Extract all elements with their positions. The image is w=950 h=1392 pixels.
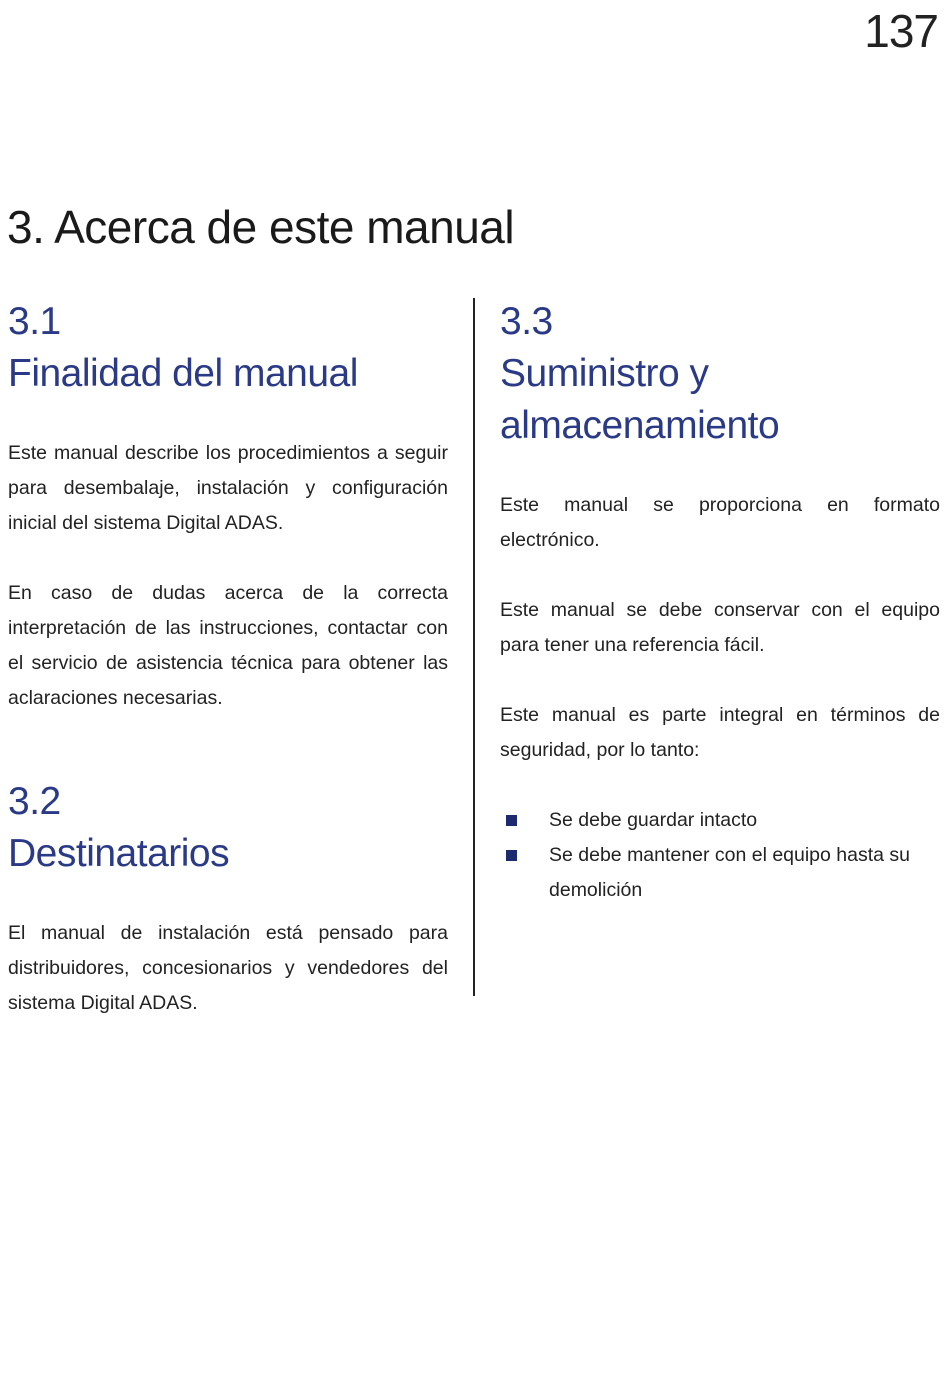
section-heading: [8, 776, 448, 880]
section-title-line-1: Suministro y: [500, 352, 709, 395]
paragraph: En caso de dudas acerca de la correcta interpretación de las instrucciones, contactar con el servicio de asistencia técnica para obtener las aclaraciones necesarias.: [8, 582, 448, 709]
list-item: [500, 838, 940, 908]
section-3-2: [8, 776, 448, 1021]
square-bullet-icon: [506, 850, 517, 861]
paragraph: El manual de instalación está pensado para distribuidores, concesionarios y vendedores del sistema Digital ADAS.: [8, 922, 448, 1014]
paragraph: Este manual describe los procedimientos a seguir para desembalaje, instalación y configuración inicial del sistema Digital ADAS.: [8, 442, 448, 534]
paragraph: Este manual se proporciona en formato electrónico.: [500, 494, 940, 551]
bullet-list: [500, 803, 940, 908]
right-column: [500, 296, 940, 908]
column-divider: [473, 298, 475, 996]
section-heading: [8, 296, 448, 400]
section-heading: [500, 296, 940, 452]
section-title-line-2: almacenamiento: [500, 404, 780, 447]
list-item: [500, 803, 940, 838]
section-number: 3.1: [8, 300, 61, 343]
left-column: [8, 296, 448, 1021]
section-title: Finalidad del manual: [8, 352, 358, 395]
page-number: 137: [864, 5, 938, 57]
paragraph: Este manual es parte integral en términos de seguridad, por lo tanto:: [500, 704, 940, 761]
list-item-text: Se debe mantener con el equipo hasta su demolición: [549, 844, 911, 901]
section-title: Destinatarios: [8, 832, 230, 875]
section-3-1: [8, 296, 448, 716]
section-number: 3.2: [8, 780, 61, 823]
list-item-text: Se debe guardar intacto: [549, 809, 758, 831]
paragraph: Este manual se debe conservar con el equipo para tener una referencia fácil.: [500, 599, 940, 656]
square-bullet-icon: [506, 815, 517, 826]
chapter-title: 3. Acerca de este manual: [7, 201, 515, 253]
section-3-3: [500, 296, 940, 908]
section-number: 3.3: [500, 300, 553, 343]
